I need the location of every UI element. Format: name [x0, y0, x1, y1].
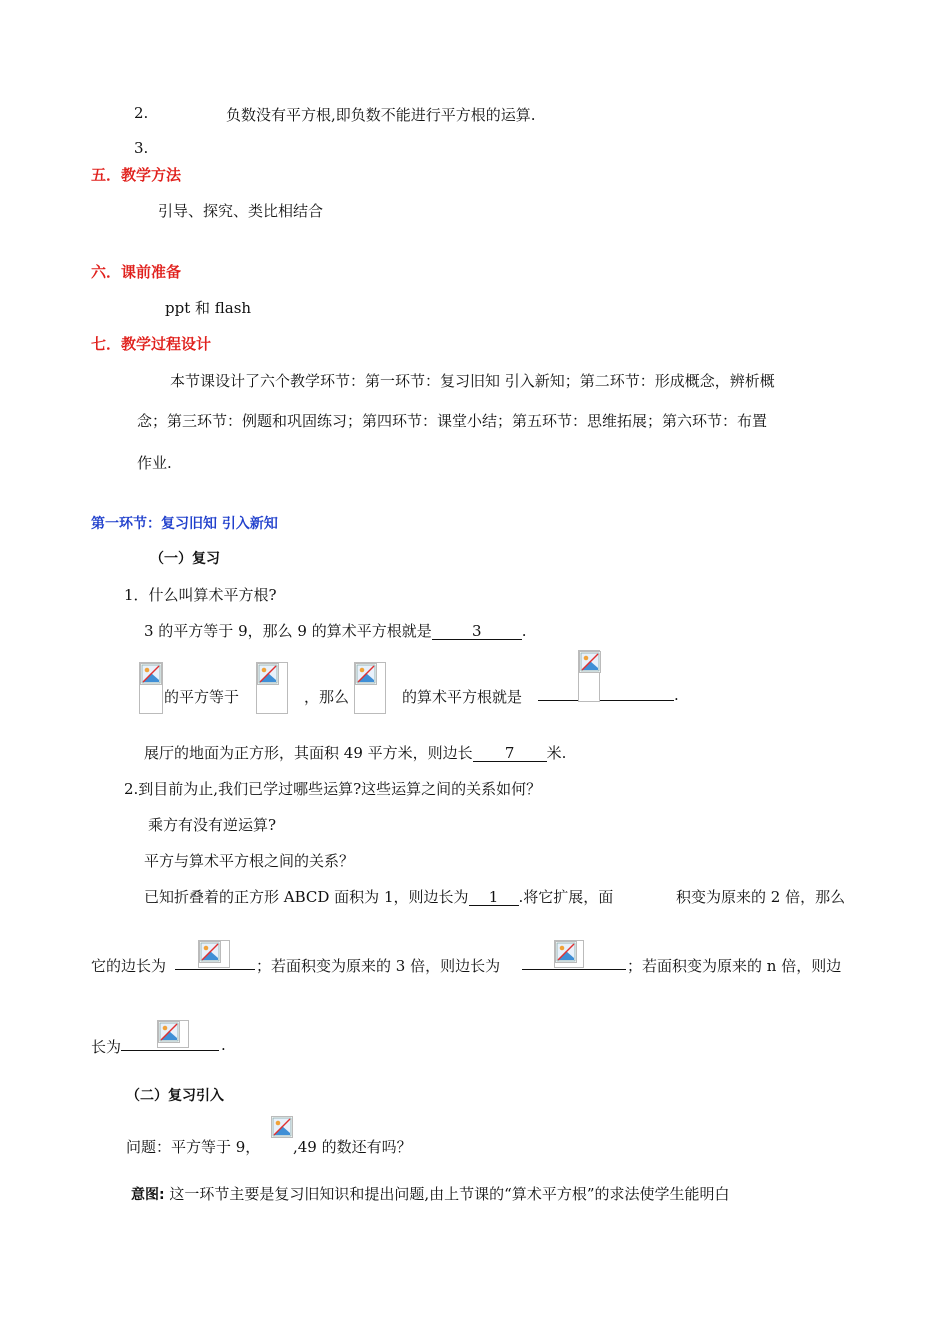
subsection-title-review: （一）复习 — [150, 551, 220, 567]
broken-image-icon — [140, 663, 162, 685]
answer-blank — [473, 746, 547, 762]
paragraph-part: 念；第三环节：例题和巩固练习；第四环 — [137, 412, 408, 430]
question-text: .将它扩展，面 — [518, 888, 614, 906]
answer-blank — [469, 890, 519, 906]
question-text: 的算术平方根就是 — [402, 688, 523, 706]
question-text: 米. — [546, 744, 567, 762]
question-1: 1．什么叫算术平方根? — [124, 586, 277, 604]
intent-paragraph — [131, 1183, 730, 1204]
question-2: 2.到目前为止,我们已学过哪些运算?这些运算之间的关系如何？ — [124, 780, 542, 798]
section-title-methods: 五．教学方法 — [91, 166, 182, 184]
question-text: ；若面积变为原来的 3 倍，则边长为 — [256, 957, 501, 975]
question-text: ，那么 — [304, 688, 350, 706]
broken-image-icon — [271, 1116, 293, 1138]
answer-value: 3 — [471, 622, 482, 640]
intent-label: 意图: — [131, 1187, 165, 1203]
question-text: 长为 — [91, 1038, 122, 1056]
broken-image-icon — [199, 941, 221, 963]
answer-value: 1 — [488, 888, 499, 906]
question-text: 的平方等于 — [164, 688, 240, 706]
section-body-methods: 引导、探究、类比相结合 — [158, 202, 324, 220]
question-2b: 平方与算术平方根之间的关系？ — [144, 852, 355, 870]
question-2a: 乘方有没有逆运算? — [148, 816, 277, 834]
question-2c — [144, 886, 613, 907]
answer-blank — [538, 700, 674, 701]
question-1c — [144, 742, 566, 763]
section-body-preparation: ppt 和 flash — [165, 299, 252, 317]
broken-image-icon — [355, 663, 377, 685]
answer-blank — [432, 624, 522, 640]
intent-text: 这一环节主要是复习旧知识和提出问题,由上节课的“算术平方根”的求法使学生能明白 — [164, 1185, 730, 1203]
answer-value: 7 — [504, 744, 515, 762]
broken-image-icon — [579, 651, 601, 673]
answer-blank — [121, 1050, 219, 1051]
paragraph-part: 节：思维拓展；第六环节：布置 — [557, 412, 768, 430]
question-text: ；若面积变为原来的 n 倍，则边 — [627, 957, 842, 975]
broken-image-icon — [555, 941, 577, 963]
paragraph-line-1: 本节课设计了六个教学环节：第一环节：复习旧知 引入新知；第二环节：形成概念，辨析概 — [170, 372, 775, 390]
question-1a — [144, 620, 527, 641]
question-text: 积变为原来的 2 倍，那么 — [676, 888, 846, 906]
list-text-2: 负数没有平方根,即负数不能进行平方根的运算. — [226, 106, 536, 124]
section-title-preparation: 六．课前准备 — [91, 263, 182, 281]
question-text: 它的边长为 — [91, 957, 167, 975]
question-text: ,49 的数还有吗？ — [293, 1138, 412, 1156]
list-num-3: 3. — [134, 139, 149, 157]
stage-title: 第一环节：复习旧知 引入新知 — [91, 516, 278, 532]
question-text: . — [221, 1036, 226, 1054]
question-text: . — [521, 622, 527, 640]
answer-blank — [175, 969, 255, 970]
question-text: 问题：平方等于 9， — [126, 1138, 261, 1156]
paragraph-part: 节：课堂小结；第五环 — [407, 412, 558, 430]
paragraph-line-3: 作业. — [137, 454, 172, 472]
subsection-title-intro: （二）复习引入 — [126, 1088, 224, 1104]
broken-image-icon — [158, 1021, 180, 1043]
list-num-2: 2. — [134, 104, 149, 122]
question-text: 已知折叠着的正方形 ABCD 面积为 1，则边长为 — [144, 888, 469, 906]
question-text: 展厅的地面为正方形，其面积 49 平方米，则边长 — [144, 744, 473, 762]
answer-blank — [522, 969, 626, 970]
broken-image-icon — [257, 663, 279, 685]
question-text: . — [674, 686, 679, 704]
question-text: 3 的平方等于 9，那么 9 的算术平方根就是 — [144, 622, 432, 640]
section-title-process: 七．教学过程设计 — [91, 335, 212, 353]
paragraph-line-2 — [137, 410, 767, 431]
